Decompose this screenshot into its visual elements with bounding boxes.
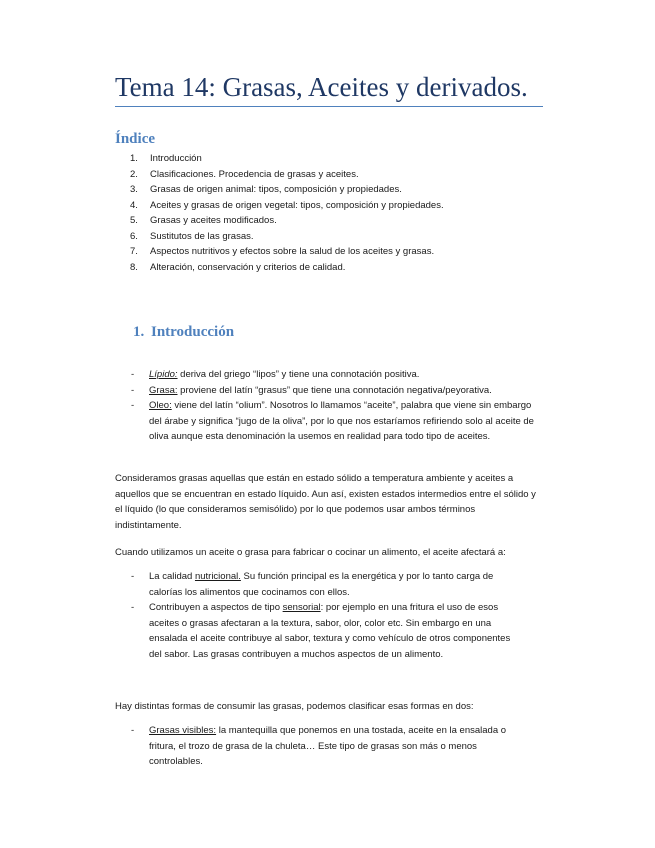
effect-item: [131, 600, 523, 662]
toc-item: [130, 213, 444, 229]
toc-item-text: Sustitutos de las grasas.: [150, 230, 254, 242]
section-title: Introducción: [151, 324, 235, 340]
toc-item-text: Aspectos nutritivos y efectos sobre la salud de los aceites y grasas.: [150, 246, 435, 257]
toc-item-number: 1.: [130, 153, 138, 164]
toc-item-number: 5.: [130, 215, 138, 226]
toc-item-number: 8.: [130, 261, 138, 273]
toc-item: [130, 151, 444, 167]
form-text: la mantequilla que ponemos en una tostada, aceite en la ensalada o fritura, el trozo de grasa de la chuleta… Este tipo de grasas son más o menos controlables.: [149, 725, 507, 767]
effect-prefix: La calidad: [149, 571, 195, 582]
index-heading: Índice: [115, 131, 156, 147]
toc-item-text: Clasificaciones. Procedencia de grasas y aceites.: [150, 168, 359, 180]
toc-item: [130, 260, 444, 276]
definition-text: viene del latín “olium”. Nosotros lo llamamos “aceite”, palabra que viene sin embargo del árabe y significa “jugo de la oliva”, por lo que nos estaríamos refiriendo solo al aceite de oliva aunque esta denominación la usemos en realidad para todo tipo de aceites.: [149, 400, 534, 442]
form-item: [131, 723, 526, 770]
effects-list: [131, 569, 523, 662]
definitions-list: [131, 367, 541, 445]
definition-item: [131, 398, 541, 445]
toc-item-text: Grasas de origen animal: tipos, composición y propiedades.: [150, 184, 402, 195]
table-of-contents: [130, 151, 444, 275]
definition-text: proviene del latín “grasus” que tiene una connotación negativa/peyorativa.: [177, 384, 492, 396]
definition-item: [131, 383, 541, 399]
effect-term: nutricional.: [194, 571, 241, 582]
form-term: Grasas visibles:: [149, 725, 217, 736]
paragraph-formas-consumir: Hay distintas formas de consumir las grasas, podemos clasificar esas formas en dos:: [115, 701, 474, 712]
definition-term: Grasa:: [149, 384, 178, 396]
toc-item-number: 4.: [130, 199, 138, 211]
effect-text: Su función principal es la energética y por lo tanto carga de calorías los alimentos que cocinamos con ellos.: [149, 571, 494, 598]
toc-item-text: Aceites y grasas de origen vegetal: tipos, composición y propiedades.: [150, 199, 444, 211]
effect-prefix: Contribuyen a aspectos de tipo: [149, 602, 283, 613]
toc-item: [130, 182, 444, 198]
toc-item-number: 6.: [130, 230, 138, 242]
toc-item-text: Introducción: [150, 153, 202, 164]
list-dash: -: [131, 725, 135, 736]
list-dash: -: [131, 400, 135, 411]
list-dash: -: [131, 602, 135, 613]
toc-item-text: Alteración, conservación y criterios de calidad.: [150, 261, 346, 273]
definition-item: [131, 367, 541, 383]
definition-text: deriva del griego “lipos” y tiene una connotación positiva.: [177, 369, 420, 380]
toc-item-number: 7.: [130, 246, 138, 257]
definition-term: Oleo:: [149, 400, 172, 411]
effect-item: [131, 569, 523, 600]
list-dash: -: [131, 571, 135, 582]
toc-item-text: Grasas y aceites modificados.: [150, 215, 277, 226]
toc-item-number: 2.: [130, 168, 138, 180]
section-heading-introduccion: [133, 324, 234, 341]
toc-item: [130, 229, 444, 245]
list-dash: -: [131, 369, 135, 380]
list-dash: -: [131, 384, 135, 396]
toc-item: [130, 244, 444, 260]
effect-term: sensorial: [282, 602, 321, 613]
paragraph-aceite-afectara: Cuando utilizamos un aceite o grasa para fabricar o cocinar un alimento, el aceite afectará a:: [115, 547, 506, 558]
toc-item-number: 3.: [130, 184, 138, 195]
section-number: 1.: [133, 324, 145, 340]
forms-list: [131, 723, 526, 770]
toc-item: [130, 198, 444, 214]
title-underline: [115, 106, 543, 107]
definition-term: Lípido:: [149, 369, 178, 380]
toc-item: [130, 167, 444, 183]
paragraph-grasas-aceites: Consideramos grasas aquellas que están en estado sólido a temperatura ambiente y aceites a aquellos que se encuentran en estado líquido. Aun así, existen estados intermedios entre el sólido y el líquido (lo que consideramos semisólido) por lo que podemos usar ambos términos indistintamente.: [115, 473, 536, 531]
document-title: Tema 14: Grasas, Aceites y derivados.: [115, 72, 528, 102]
effect-text: : por ejemplo en una fritura el uso de esos aceites o grasas afectaran a la textura, sabor, olor, color etc. Sin embargo en una ensalada el aceite contribuye al sabor, textura y como vehículo de otros componentes del sabor. Las grasas contribuyen a muchos aspectos de un alimento.: [149, 602, 511, 660]
